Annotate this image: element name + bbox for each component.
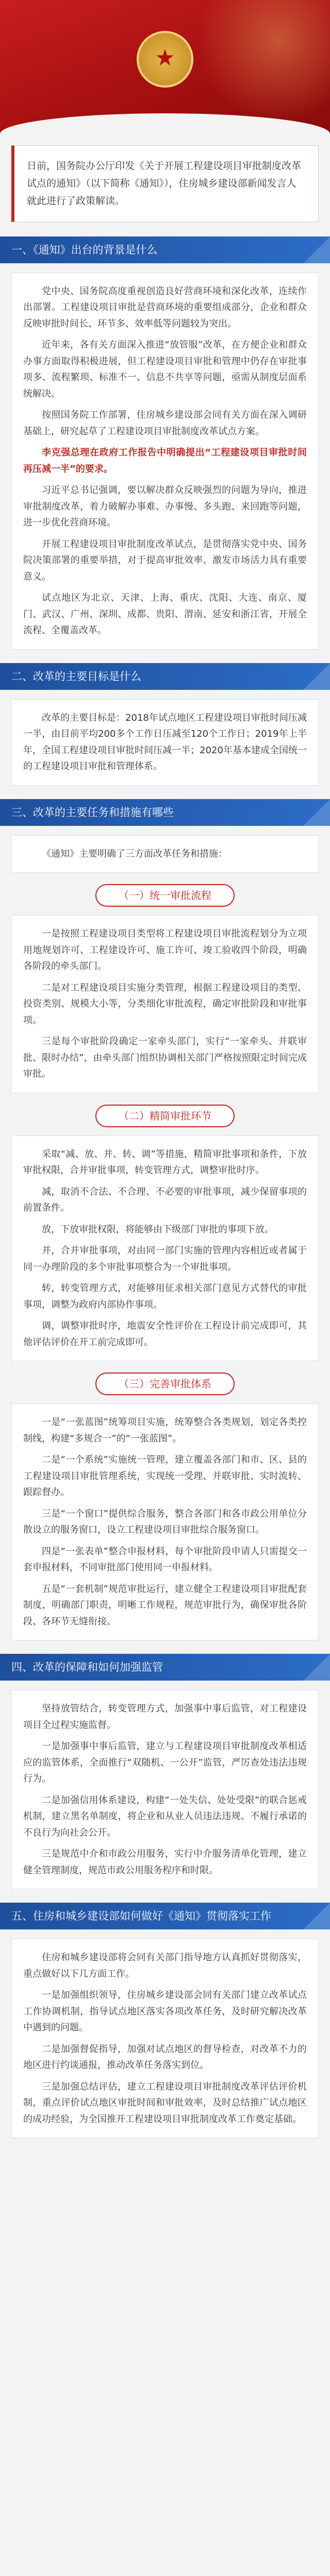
- section-card: [11, 273, 319, 650]
- paragraph: 习近平总书记强调，要以解决群众反映强烈的问题为导向，推进审批制度改革，着力破解办事难、办事慢、多头跑、来回跑等问题，进一步优化营商环境。: [23, 485, 307, 529]
- paragraph: 采取“减、放、并、转、调”等措施，精简审批事项和条件，下放审批权限，合并审批事项，转变管理方式，调整审批时序。: [23, 1148, 307, 1176]
- section-card: [11, 1690, 319, 1889]
- section-card: [11, 835, 319, 873]
- paragraph: 二是加强督促指导，加强对试点地区的督导检查，对改革不力的地区进行约谈通报，推动改革任务落实到位。: [23, 2043, 307, 2071]
- national-emblem-icon: [137, 31, 193, 88]
- paragraph: 改革的主要目标是：2018年试点地区工程建设项目审批时间压减一半，由目前平均200多个工作日压减至120个工作日；2019年上半年，全国工程建设项目审批时间压减一半；2020年基本建成全国统一的工程建设项目审批和管理体系。: [23, 712, 307, 772]
- section-title: 三、改革的主要任务和措施有哪些: [0, 799, 330, 826]
- paragraph: 一是“一张蓝图”统筹项目实施，统筹整合各类规划，划定各类控制线，构建“多规合一”的“一张蓝图”。: [23, 1417, 307, 1444]
- paragraph: 三是每个审批阶段确定一家牵头部门，实行“一家牵头、并联审批、限时办结”，由牵头部门组织协调相关部门严格按照限定时间完成审批。: [23, 1036, 307, 1080]
- header-banner: [0, 0, 330, 134]
- banner-glow: [196, 0, 330, 124]
- subsection-title: （三）完善审批体系: [95, 1372, 235, 1395]
- paragraph: 五是“一套机制”规范审批运行，建立健全工程建设项目审批配套制度，明确部门职责，明晰工作规程，规范审批行为，确保审批各阶段、各环节无缝衔接。: [23, 1583, 307, 1627]
- paragraph: 三是加强总结评估，建立工程建设项目审批制度改革评估评价机制，重点评价试点地区审批时间和审批效率，及时总结推广试点地区的成功经验，为全国推开工程建设项目审批制度改革工作奠定基础。: [23, 2081, 307, 2125]
- section-card: [11, 1403, 319, 1640]
- highlight-paragraph: 李克强总理在政府工作报告中明确提出“工程建设项目审批时间再压减一半”的要求。: [23, 447, 307, 474]
- section-card: [11, 699, 319, 786]
- paragraph: 一是加强组织领导，住房城乡建设部会同有关部门建立改革试点工作协调机制，指导试点地区落实各项改革任务，及时研究解决改革中遇到的问题。: [23, 1990, 307, 2033]
- section-title: 五、住房和城乡建设部如何做好《通知》贯彻落实工作: [0, 1903, 330, 1929]
- paragraph: 党中央、国务院高度重视创造良好营商环境和深化改革，连续作出部署。工程建设项目审批是营商环境的重要组成部分，企业和群众反映审批时间长、环节多、效率低等问题较为突出。: [23, 285, 307, 329]
- paragraph: 近年来，各有关方面深入推进“放管服”改革，在方便企业和群众办事方面取得积极进展，但工程建设项目审批和管理中仍存在审批事项多、流程繁琐、标准不一、信息不共享等问题，亟需从制度层面系统解决。: [23, 340, 307, 399]
- paragraph: 试点地区为北京、天津、上海、重庆、沈阳、大连、南京、厦门、武汉、广州、深圳、成都、贵阳、渭南、延安和浙江省，开展全流程、全覆盖改革。: [23, 592, 307, 636]
- star-icon: ★: [155, 44, 175, 71]
- paragraph: 一是按照工程建设项目类型将工程建设项目审批流程划分为立项用地规划许可、工程建设许可、施工许可、竣工验收四个阶段，明确各阶段的牵头部门。: [23, 928, 307, 972]
- paragraph: 开展工程建设项目审批制度改革试点，是贯彻落实党中央、国务院决策部署的重要举措，对于提高审批效率、激发市场活力具有重要意义。: [23, 538, 307, 582]
- section-title: 二、改革的主要目标是什么: [0, 663, 330, 690]
- section-title: 一、《通知》出台的背景是什么: [0, 236, 330, 263]
- paragraph: 调，调整审批时序，地震安全性评价在工程设计前完成即可，其他评估评价在开工前完成即可。: [23, 1320, 307, 1348]
- paragraph: 二是加强信用体系建设，构建“一处失信、处处受限”的联合惩戒机制，建立黑名单制度，将企业和从业人员违法违规、不履行承诺的不良行为向社会公开。: [23, 1794, 307, 1838]
- section-card: [11, 1939, 319, 2138]
- section-title: 四、改革的保障和如何加强监管: [0, 1654, 330, 1681]
- paragraph: 按照国务院工作部署，住房城乡建设部会同有关方面在深入调研基础上，研究起草了工程建设项目审批制度改革试点方案。: [23, 410, 307, 437]
- subsection-title: （二）精简审批环节: [95, 1105, 235, 1127]
- paragraph: 《通知》主要明确了三方面改革任务和措施：: [42, 848, 227, 859]
- paragraph: 二是“一个系统”实施统一管理，建立覆盖各部门和市、区、县的工程建设项目审批管理系统，实现统一受理、并联审批、实时流转、跟踪督办。: [23, 1454, 307, 1498]
- intro-box: [11, 145, 319, 222]
- paragraph: 并，合并审批事项，对由同一部门实施的管理内容相近或者属于同一办理阶段的多个审批事项整合为一个审批事项。: [23, 1245, 307, 1273]
- paragraph: 三是规范中介和市政公用服务，实行中介服务清单化管理，建立健全管理制度，规范市政公用服务程序和时限。: [23, 1849, 307, 1876]
- paragraph: 坚持放管结合，转变管理方式，加强事中事后监管，对工程建设项目全过程实施监督。: [23, 1703, 307, 1731]
- intro-text: 日前，国务院办公厅印发《关于开展工程建设项目审批制度改革试点的通知》（以下简称《通知》），住房城乡建设部新闻发言人就此进行了政策解读。: [27, 160, 302, 207]
- section-card: [11, 915, 319, 1093]
- paragraph: 住房和城乡建设部将会同有关部门指导地方认真抓好贯彻落实，重点做好以下几方面工作。: [23, 1952, 307, 1979]
- paragraph: 减，取消不合法、不合理、不必要的审批事项，减少保留事项的前置条件。: [23, 1186, 307, 1214]
- paragraph: 三是“一个窗口”提供综合服务，整合各部门和各市政公用单位分散设立的服务窗口，设立工程建设项目审批综合服务窗口。: [23, 1508, 307, 1536]
- paragraph: 转，转变管理方式，对能够用征求相关部门意见方式替代的审批事项，调整为政府内部协作事项。: [23, 1283, 307, 1310]
- paragraph: 一是加强事中事后监管，建立与工程建设项目审批制度改革相适应的监管体系，全面推行“双随机、一公开”监管，严厉查处违法违规行为。: [23, 1741, 307, 1785]
- paragraph: 二是对工程建设项目实施分类管理，根据工程建设项目的类型、投资类别、规模大小等，分类细化审批流程，确定审批阶段和审批事项。: [23, 982, 307, 1026]
- subsection-title: （一）统一审批流程: [95, 884, 235, 907]
- paragraph: 四是“一张表单”整合申报材料，每个审批阶段申请人只需提交一套申报材料，不同审批部门使用同一申报材料。: [23, 1546, 307, 1573]
- section-card: [11, 1136, 319, 1362]
- paragraph: 放，下放审批权限，将能够由下级部门审批的事项下放。: [42, 1224, 274, 1235]
